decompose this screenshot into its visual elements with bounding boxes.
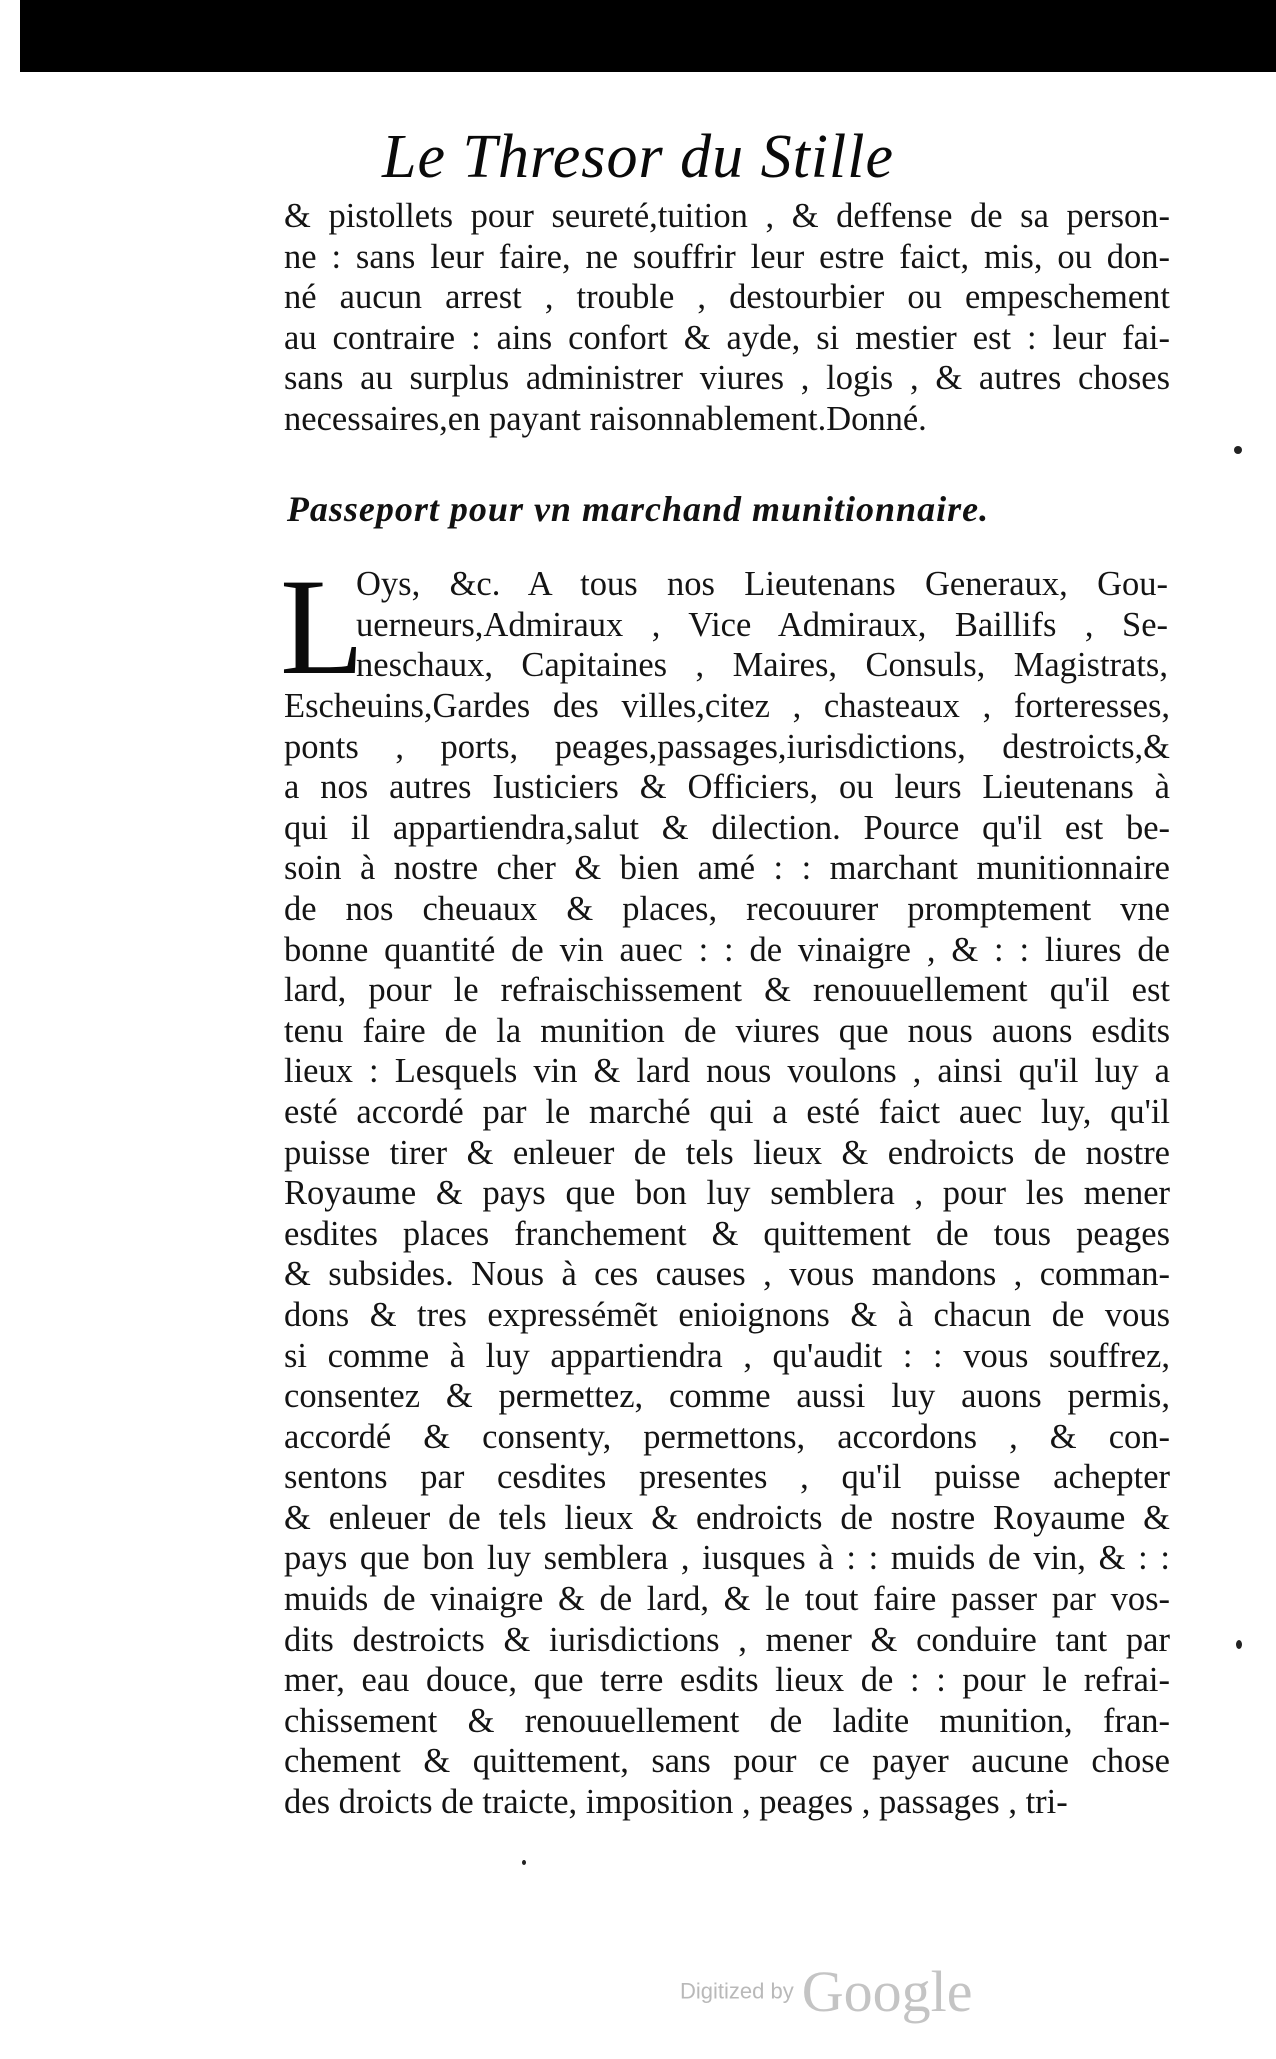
text-line: né aucun arrest , trouble , destourbier ou empeschement — [284, 278, 1170, 317]
text-line: esté accordé par le marché qui a esté faict auec luy, qu'il — [284, 1092, 1170, 1131]
text-line: chement & quittement, sans pour ce payer aucune chose — [284, 1742, 1170, 1781]
text-line: sentons par cesdites presentes , qu'il puisse achepter — [284, 1458, 1170, 1497]
text-line: qui il appartiendra,salut & dilection. Pource qu'il est be- — [284, 808, 1170, 847]
text-line: Escheuins,Gardes des villes,citez , chasteaux , forteresses, — [284, 687, 1170, 725]
text-line: tenu faire de la munition de viures que nous auons esdits — [284, 1011, 1170, 1050]
drop-cap-initial: L — [280, 550, 365, 703]
text-line: mer, eau douce, que terre esdits lieux de : : pour le refrai- — [284, 1661, 1170, 1700]
watermark-prefix: Digitized by — [680, 1978, 794, 2004]
text-line: a nos autres Iusticiers & Officiers, ou leurs Lieutenans à — [284, 768, 1170, 807]
text-line: & pistollets pour seureté,tuition , & deffense de sa person- — [284, 197, 1170, 235]
watermark-brand: Google — [801, 1959, 973, 2024]
text-line: dits destroicts & iurisdictions , mener & conduire tant par — [284, 1620, 1170, 1659]
ink-speck — [522, 1860, 526, 1865]
text-line: Royaume & pays que bon luy semblera , pour les mener — [284, 1174, 1170, 1213]
text-line: uerneurs,Admiraux , Vice Admiraux, Baillifs , Se- — [356, 605, 1168, 644]
text-line: si comme à luy appartiendra , qu'audit : : vous souffrez, — [284, 1336, 1170, 1375]
text-line: Oys, &c. A tous nos Lieutenans Generaux, Gou- — [356, 565, 1168, 603]
text-line: sans au surplus administrer viures , logis , & autres choses — [284, 359, 1170, 398]
running-title: Le Thresor du Stille — [381, 123, 894, 191]
text-line: dons & tres expressémẽt enioignons & à chacun de vous — [284, 1295, 1170, 1334]
text-line: pays que bon luy semblera , iusques à : : muids de vin, & : : — [284, 1539, 1170, 1578]
text-line: ponts , ports, peages,passages,iurisdictions, destroicts,& — [284, 727, 1170, 766]
scan-border — [20, 0, 1276, 72]
digitization-watermark — [680, 1958, 972, 2025]
text-line: des droicts de traicte, imposition , peages , passages , tri- — [284, 1783, 1068, 1822]
text-line: ne : sans leur faire, ne souffrir leur estre faict, mis, ou don- — [284, 237, 1170, 276]
text-line: & enleuer de tels lieux & endroicts de nostre Royaume & — [284, 1498, 1170, 1537]
text-line: neschaux, Capitaines , Maires, Consuls, Magistrats, — [356, 646, 1168, 685]
paragraph-passport-end — [284, 196, 1170, 440]
text-line: de nos cheuaux & places, recouurer promptement vne — [284, 889, 1170, 928]
text-line: consentez & permettez, comme aussi luy auons permis, — [284, 1377, 1170, 1416]
text-line: chissement & renouuellement de ladite munition, fran- — [284, 1701, 1170, 1740]
text-line: puisse tirer & enleuer de tels lieux & endroicts de nostre — [284, 1133, 1170, 1172]
text-line: muids de vinaigre & de lard, & le tout faire passer par vos- — [284, 1580, 1170, 1619]
paragraph-passport-body — [284, 686, 1170, 1823]
ink-speck — [1236, 1640, 1242, 1649]
text-line: esdites places franchement & quittement de tous peages — [284, 1214, 1170, 1253]
paragraph-opening-lines — [356, 564, 1168, 686]
text-line: bonne quantité de vin auec : : de vinaigre , & : : liures de — [284, 930, 1170, 969]
text-line: accordé & consenty, permettons, accordons , & con- — [284, 1417, 1170, 1456]
section-heading: Passeport pour vn marchand munitionnaire. — [286, 489, 990, 529]
text-line: au contraire : ains confort & ayde, si mestier est : leur fai- — [284, 318, 1170, 357]
ink-speck — [1234, 446, 1242, 454]
text-line: soin à nostre cher & bien amé : : marchant munitionnaire — [284, 849, 1170, 888]
text-line: lieux : Lesquels vin & lard nous voulons , ainsi qu'il luy a — [284, 1052, 1170, 1091]
text-line: necessaires,en payant raisonnablement.Donné. — [284, 399, 927, 438]
text-line: & subsides. Nous à ces causes , vous mandons , comman- — [284, 1255, 1170, 1294]
text-line: lard, pour le refraischissement & renouuellement qu'il est — [284, 971, 1170, 1010]
